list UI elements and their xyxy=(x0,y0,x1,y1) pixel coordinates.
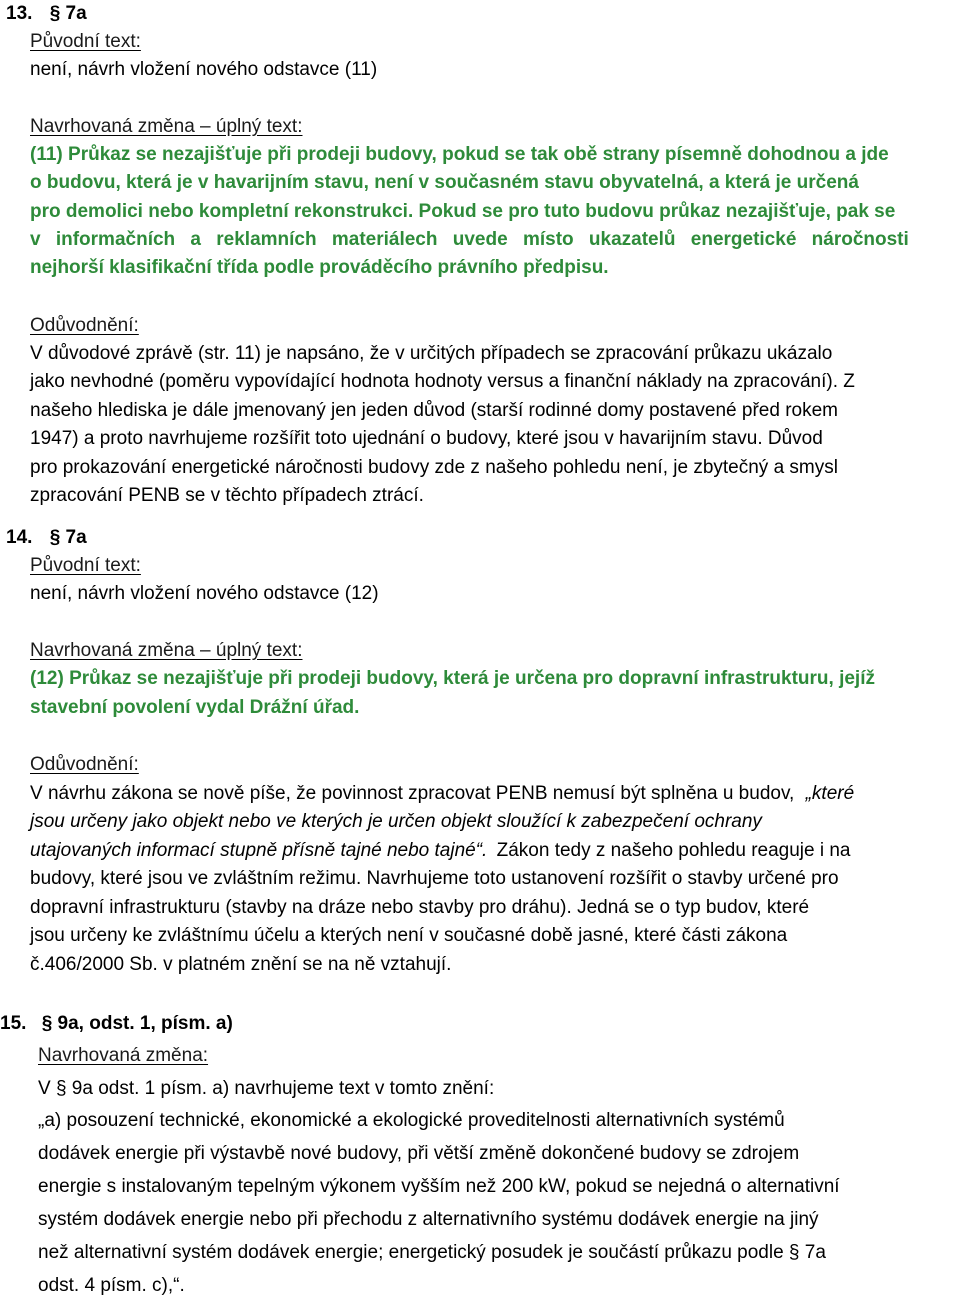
section-number: 13. xyxy=(6,3,33,24)
text-line: systém dodávek energie nebo při přechodu z alternativního systému dodávek energie na jiný xyxy=(38,1209,819,1230)
proposed-line: stavební povolení vydal Drážní úřad. xyxy=(30,697,360,718)
reason-label: Odůvodnění: xyxy=(30,754,139,775)
proposed-change-label: Navrhovaná změna – úplný text: xyxy=(30,640,303,661)
reason-quote: utajovaných informací stupně přísně tajné nebo tajné“. xyxy=(30,840,488,861)
section-number: 14. xyxy=(6,527,33,548)
reason-line: pro prokazování energetické náročnosti budovy zde z našeho pohledu není, je zbytečný a smysl xyxy=(30,457,838,478)
reason-line: č.406/2000 Sb. v platném znění se na ně vztahují. xyxy=(30,954,452,975)
section-14 xyxy=(0,524,960,984)
reason-quote: „které xyxy=(805,783,855,804)
reason-line: jsou určeny ke zvláštnímu účelu a kterých není v současné době jasné, které části zákona xyxy=(30,925,788,946)
reason-quote: jsou určeny jako objekt nebo ve kterých je určen objekt sloužící k zabezpečení ochrany xyxy=(30,811,762,832)
section-13 xyxy=(0,0,960,520)
section-13-header xyxy=(6,0,87,28)
proposed-change-label: Navrhovaná změna – úplný text: xyxy=(30,116,303,137)
text-line: „a) posouzení technické, ekonomické a ekologické proveditelnosti alternativních systémů xyxy=(38,1110,785,1131)
proposed-line: pro demolici nebo kompletní rekonstrukci. Pokud se pro tuto budovu průkaz nezajišťuje, pak se xyxy=(30,201,896,222)
text-line: dodávek energie při výstavbě nové budovy, při větší změně dokončené budovy se zdrojem xyxy=(38,1143,800,1164)
proposed-line: v informačních a reklamních materiálech uvede místo ukazatelů energetické náročnosti xyxy=(30,229,909,250)
text-line: než alternativní systém dodávek energie; energetický posudek je součástí průkazu podle § 7a xyxy=(38,1242,826,1263)
reason-line: jako nevhodné (poměru vypovídající hodnota hodnoty versus a finanční náklady na zpracování). Z xyxy=(30,371,855,392)
reason-line: 1947) a proto navrhujeme rozšířit toto ujednání o budovy, které jsou v havarijním stavu. Důvod xyxy=(30,428,823,449)
proposed-line: nejhorší klasifikační třída podle prováděcího právního předpisu. xyxy=(30,257,609,278)
reason-line: zpracování PENB se v těchto případech ztrácí. xyxy=(30,485,424,506)
reason-label: Odůvodnění: xyxy=(30,315,139,336)
intro-text: V § 9a odst. 1 písm. a) navrhujeme text v tomto znění: xyxy=(38,1078,495,1099)
original-text-value: není, návrh vložení nového odstavce (11) xyxy=(30,59,378,80)
text-line: odst. 4 písm. c),“. xyxy=(38,1275,185,1296)
reason-line: V důvodové zprávě (str. 11) je napsáno, že v určitých případech se zpracování průkazu ukázalo xyxy=(30,343,833,364)
paragraph-ref: § 9a, odst. 1, písm. a) xyxy=(41,1013,233,1034)
paragraph-ref: § 7a xyxy=(49,527,87,548)
reason-line: našeho hlediska je dále jmenovaný jen jeden důvod (starší rodinné domy postavené před rokem xyxy=(30,400,838,421)
reason-text: Zákon tedy z našeho pohledu reaguje i na xyxy=(496,840,851,861)
text-line: energie s instalovaným tepelným výkonem vyšším než 200 kW, pokud se nejedná o alternativní xyxy=(38,1176,840,1197)
proposed-line: (12) Průkaz se nezajišťuje při prodeji budovy, která je určena pro dopravní infrastrukturu, jejíž xyxy=(30,668,875,689)
proposed-line: (11) Průkaz se nezajišťuje při prodeji budovy, pokud se tak obě strany písemně dohodnou a jde xyxy=(30,144,889,165)
reason-text: V návrhu zákona se nově píše, že povinnost zpracovat PENB nemusí být splněna u budov, xyxy=(30,783,795,804)
section-14-header xyxy=(6,524,87,552)
reason-line: dopravní infrastrukturu (stavby na dráze nebo stavby pro dráhu). Jedná se o typ budov, které xyxy=(30,897,810,918)
section-15-header xyxy=(0,1010,233,1038)
reason-line: budovy, které jsou ve zvláštním režimu. Navrhujeme toto ustanovení rozšířit o stavby určené pro xyxy=(30,868,839,889)
section-number: 15. xyxy=(0,1013,27,1034)
proposed-line: o budovu, která je v havarijním stavu, není v současném stavu obyvatelná, a která je určená xyxy=(30,172,859,193)
original-text-value: není, návrh vložení nového odstavce (12) xyxy=(30,583,379,604)
section-15 xyxy=(0,1010,960,1298)
original-text-label: Původní text: xyxy=(30,31,141,52)
original-text-label: Původní text: xyxy=(30,555,141,576)
proposed-change-label: Navrhovaná změna: xyxy=(38,1045,209,1066)
paragraph-ref: § 7a xyxy=(49,3,87,24)
reason-line xyxy=(30,837,851,865)
reason-line xyxy=(30,780,854,808)
